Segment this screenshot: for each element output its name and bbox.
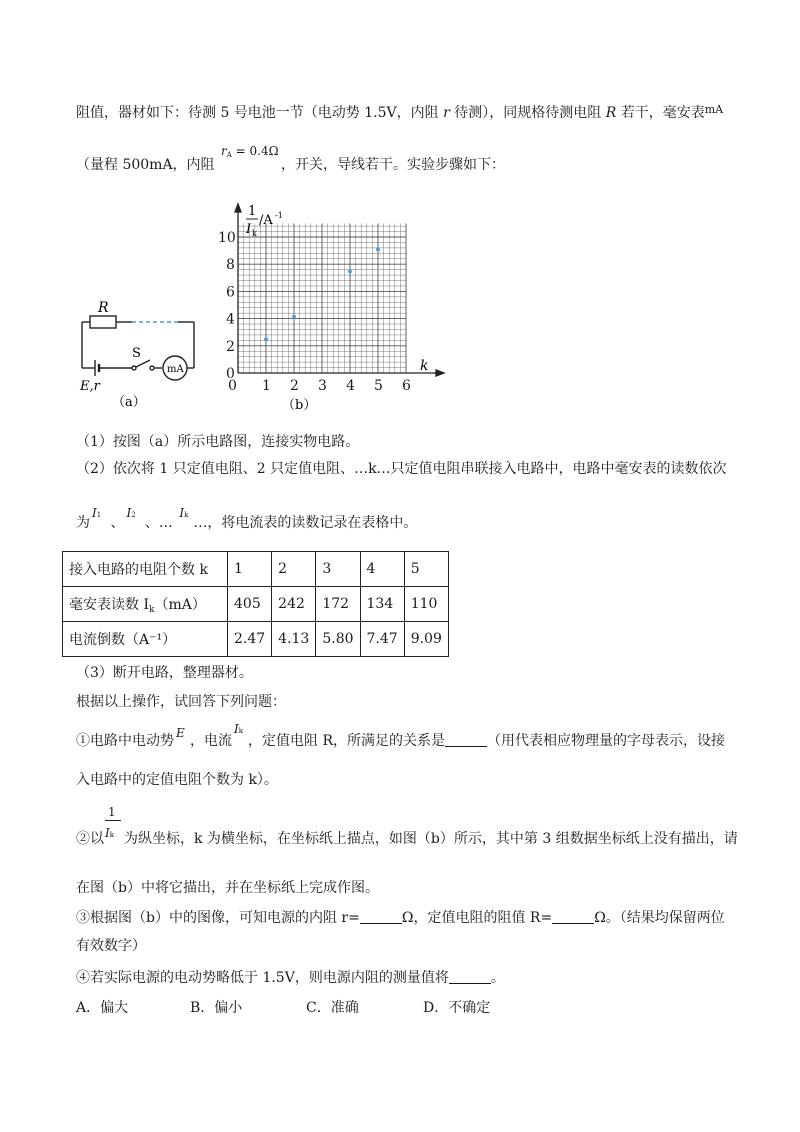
answer-blank-R[interactable] (552, 909, 594, 924)
step-2: （2）依次将 1 只定值电阻、2 只定值电阻、…k…只定值电阻串联接入电路中，电路中毫安表的读数依次 (76, 461, 727, 477)
intro-line-2: （量程 500mA，内阻 rA = 0.4Ω ，开关，导线若干。实验步骤如下： (76, 144, 506, 173)
table-cell: 4.13 (272, 622, 316, 657)
table-cell: 电流倒数（A⁻¹） (63, 622, 228, 657)
battery-label: E,r (80, 379, 100, 394)
table-cell: 9.09 (404, 622, 448, 657)
y-unit: /A (259, 213, 273, 228)
figure-b-graph (210, 200, 450, 415)
table-cell: 134 (360, 587, 404, 622)
intro-line-1: 阻值，器材如下：待测 5 号电池一节（电动势 1.5V，内阻 r 待测），同规格待测电阻 R 若干，毫安表$^{mA}$ (76, 103, 724, 121)
table-cell: 3 (316, 552, 360, 587)
step-2-readings: 为 I1 、 I2 、… Ik …，将电流表的读数记录在表格中。 (76, 506, 418, 531)
question-1-cont: 入电路中的定值电阻个数为 k）。 (76, 772, 278, 788)
option-a[interactable]: A．偏大 (76, 1000, 129, 1016)
y-axis-arrow (235, 204, 241, 212)
step-3: （3）断开电路，整理器材。 (76, 665, 253, 681)
table-cell: 4 (360, 552, 404, 587)
table-cell: 110 (404, 587, 448, 622)
data-point (292, 315, 296, 319)
y-tick-label: 6 (226, 284, 235, 301)
y-tick-label: 4 (226, 311, 235, 328)
meter-label: mA (167, 364, 184, 375)
table-row (63, 587, 449, 622)
switch-blade (136, 360, 150, 367)
resistor-label: R (98, 300, 109, 316)
table-row (63, 552, 449, 587)
table-cell: 2.47 (228, 622, 272, 657)
answer-blank-4[interactable] (449, 969, 491, 984)
y-unit-sup: -1 (275, 211, 283, 220)
table-cell: 242 (272, 587, 316, 622)
table-cell: 405 (228, 587, 272, 622)
graph-grid (238, 223, 406, 373)
x-axis-arrow (436, 370, 444, 376)
table-cell: 172 (316, 587, 360, 622)
y-label-denominator: I (246, 222, 252, 237)
step-1: （1）按图（a）所示电路图，连接实物电路。 (76, 434, 360, 450)
question-1: ①电路中电动势 E ，电流 Ik ，定值电阻 R，所满足的关系是 （用代表相应物理量的字母表示，设接 (76, 722, 725, 749)
x-tick-label: 3 (318, 378, 327, 394)
table-cell: 7.47 (360, 622, 404, 657)
question-3-cont: 有效数字） (76, 938, 146, 954)
y-tick-label: 0 (226, 366, 235, 382)
x-tick-label: 0 (228, 378, 237, 394)
table-cell: 接入电路的电阻个数 k (63, 552, 228, 587)
x-tick-label: 5 (374, 378, 383, 394)
data-table (62, 551, 449, 657)
table-cell: 1 (228, 552, 272, 587)
option-d[interactable]: D．不确定 (423, 1000, 491, 1016)
table-cell: 2 (272, 552, 316, 587)
answer-blank-r[interactable] (360, 909, 402, 924)
data-point (264, 337, 268, 341)
resistor-symbol (90, 316, 116, 328)
option-b[interactable]: B．偏小 (190, 1000, 243, 1016)
question-3: ③根据图（b）中的图像，可知电源的内阻 r= Ω，定值电阻的阻值 R= Ω。（结果均保留两位 (76, 910, 725, 926)
question-2: ②以 $\frac{1}{Ik}$ 为纵坐标，k 为横坐标，在坐标纸上描点，如图（b）所示，其中第 3 组数据坐标纸上没有描出，请 (76, 805, 738, 847)
x-tick-label: 1 (262, 378, 271, 394)
table-cell: 5.80 (316, 622, 360, 657)
table-cell: 毫安表读数 $I_k(mA)$ (63, 587, 228, 622)
data-point (376, 247, 380, 251)
y-tick-label: 8 (226, 257, 235, 274)
table-cell: 5 (404, 552, 448, 587)
x-tick-label: 6 (402, 378, 411, 394)
option-c[interactable]: C．准确 (306, 1000, 359, 1016)
fraction-1-over-ik: $\frac{1}{Ik}$ (104, 829, 124, 849)
y-label-numerator: 1 (248, 204, 257, 219)
instructions: 根据以上操作，试回答下列问题： (76, 694, 286, 710)
x-label: k (420, 358, 429, 374)
x-tick-label: 2 (290, 378, 299, 394)
figure-a-circuit (60, 300, 210, 410)
table-row (63, 622, 449, 657)
y-tick-label: 2 (226, 338, 235, 355)
figure-b-caption: （b） (282, 398, 317, 413)
question-2-cont: 在图（b）中将它描出，并在坐标纸上完成作图。 (76, 880, 379, 896)
x-tick-label: 4 (346, 378, 355, 394)
question-4: ④若实际电源的电动势略低于 1.5V，则电源内阻的测量值将 。 (76, 970, 505, 986)
switch-pivot (132, 366, 136, 370)
y-tick-label: 10 (218, 230, 236, 246)
answer-blank-1[interactable] (445, 732, 487, 747)
switch-label: S (132, 346, 141, 361)
y-label-denominator-sub: k (252, 229, 257, 238)
data-point (348, 269, 352, 273)
figure-a-caption: （a） (112, 395, 146, 410)
